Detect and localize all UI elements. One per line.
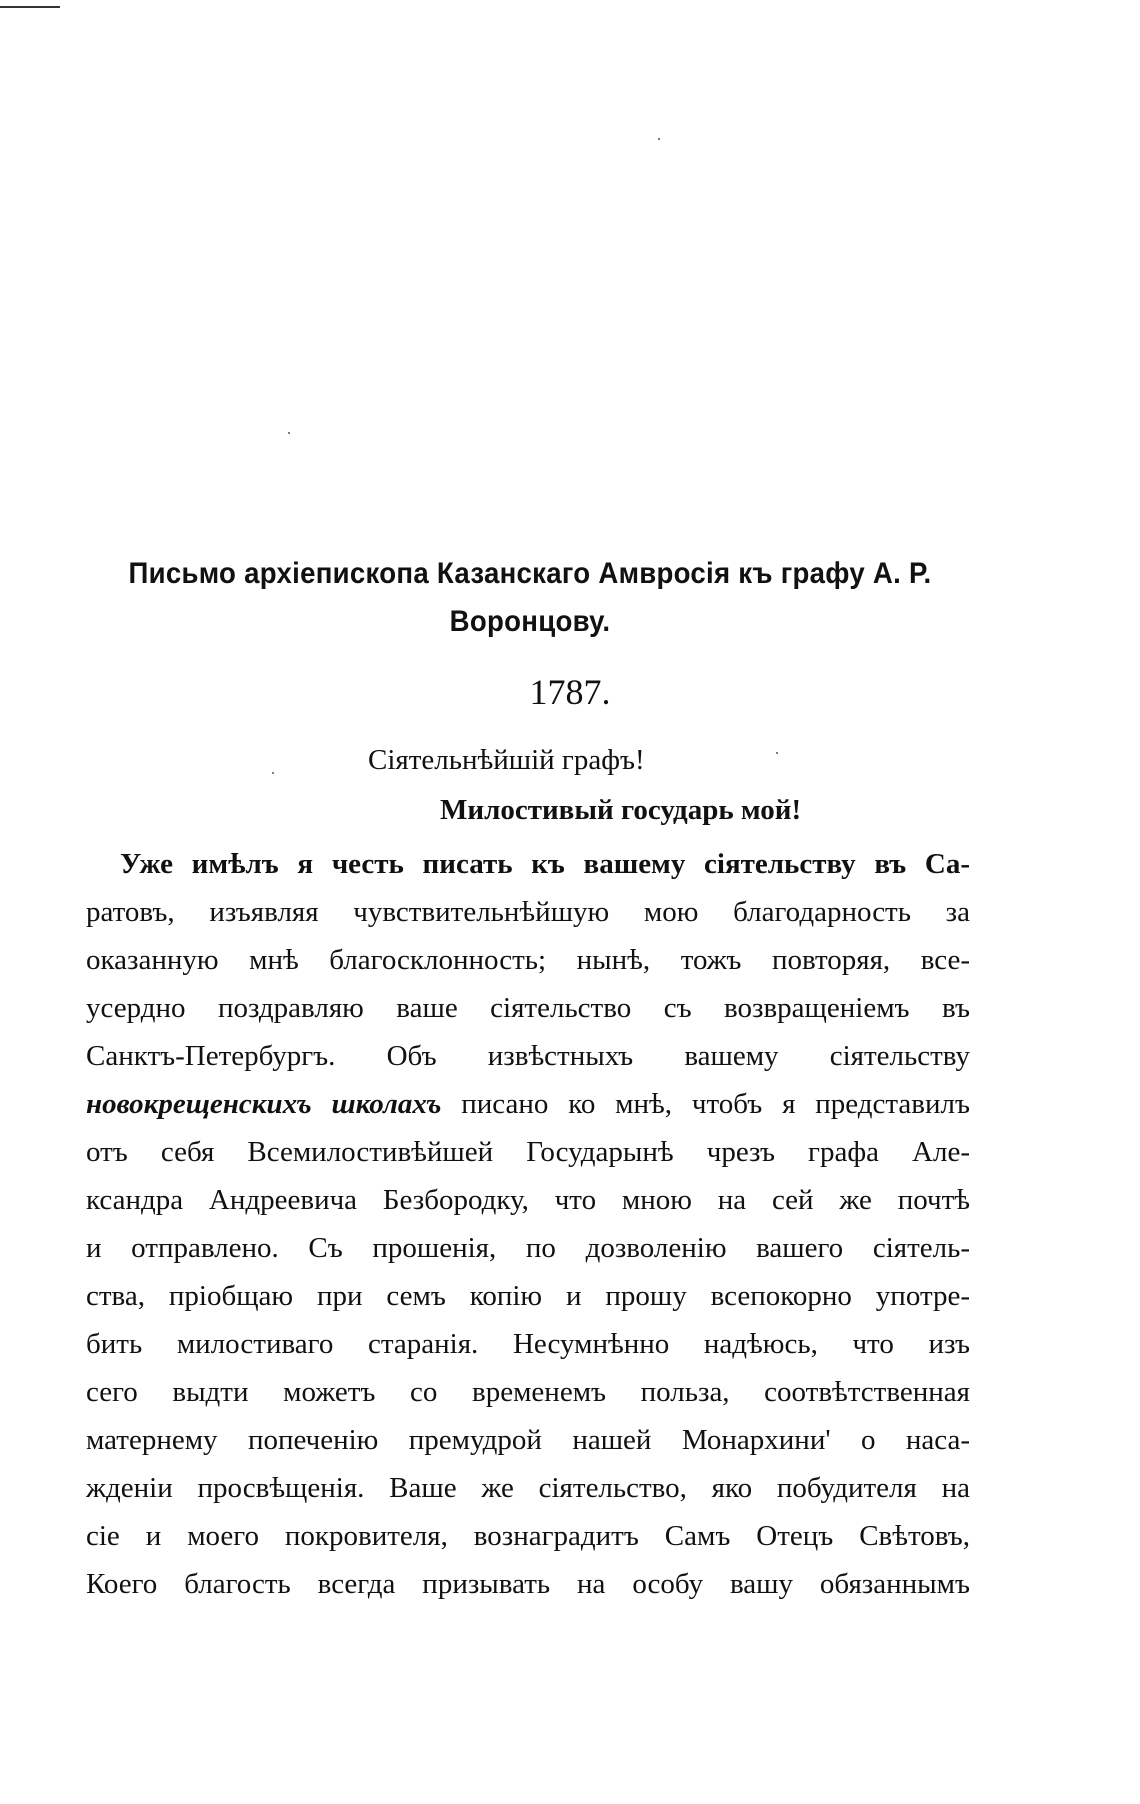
body-line: Санктъ-Петербургъ. Объ извѣстныхъ вашему сіятельству — [86, 1040, 970, 1072]
paper-speck — [658, 138, 660, 140]
body-line: и отправлено. Съ прошенія, по дозволенію вашего сіятель- — [86, 1232, 970, 1264]
body-line: оказанную мнѣ благосклонность; нынѣ, тожъ повторяя, все- — [86, 944, 970, 976]
body-line: ксандра Андреевича Безбородку, что мною на сей же почтѣ — [86, 1184, 970, 1216]
body-line: ратовъ, изъявляя чувствительнѣйшую мою благодарность за — [86, 896, 970, 928]
letter-year: 1787. — [529, 672, 611, 712]
paper-speck — [272, 772, 274, 774]
body-line: Уже имѣлъ я честь писать къ вашему сіятельству въ Са- — [120, 848, 970, 880]
body-line: матернему попеченію премудрой нашей Монархини' о наса- — [86, 1424, 970, 1456]
title-line-1: Письмо архіепископа Казанскаго Амвросія къ графу А. Р. — [128, 557, 932, 590]
body-line: усердно поздравляю ваше сіятельство съ возвращеніемъ въ — [86, 992, 970, 1024]
body-line-rest: писано ко мнѣ, чтобъ я представилъ — [461, 1088, 970, 1120]
title-line-2: Воронцову. — [449, 605, 611, 638]
top-rule — [0, 6, 60, 8]
body-line: бить милостиваго старанія. Несумнѣнно надѣюсь, что изъ — [86, 1328, 970, 1360]
letter-title — [116, 550, 944, 646]
body-line: ства, пріобщаю при семъ копію и прошу всепокорно употре- — [86, 1280, 970, 1312]
body-line: жденіи просвѣщенія. Ваше же сіятельство, яко побудителя на — [86, 1472, 970, 1504]
paper-speck — [288, 432, 290, 434]
letter-body — [86, 840, 970, 1608]
body-line: сіе и моего покровителя, вознаградитъ Самъ Отецъ Свѣтовъ, — [86, 1520, 970, 1552]
italic-phrase: новокрещенскихъ школахъ — [86, 1088, 442, 1120]
body-line: Коего благость всегда призывать на особу вашу обязаннымъ — [86, 1568, 970, 1600]
body-line: сего выдти можетъ со временемъ польза, соотвѣтственная — [86, 1376, 970, 1408]
body-line: отъ себя Всемилостивѣйшей Государынѣ чрезъ графа Але- — [86, 1136, 970, 1168]
salutation-line-2: Милостивый государь мой! — [440, 794, 802, 826]
body-line-with-italic — [86, 1080, 970, 1128]
salutation-line-1: Сіятельнѣйшій графъ! — [368, 744, 645, 776]
paper-speck — [776, 752, 778, 754]
